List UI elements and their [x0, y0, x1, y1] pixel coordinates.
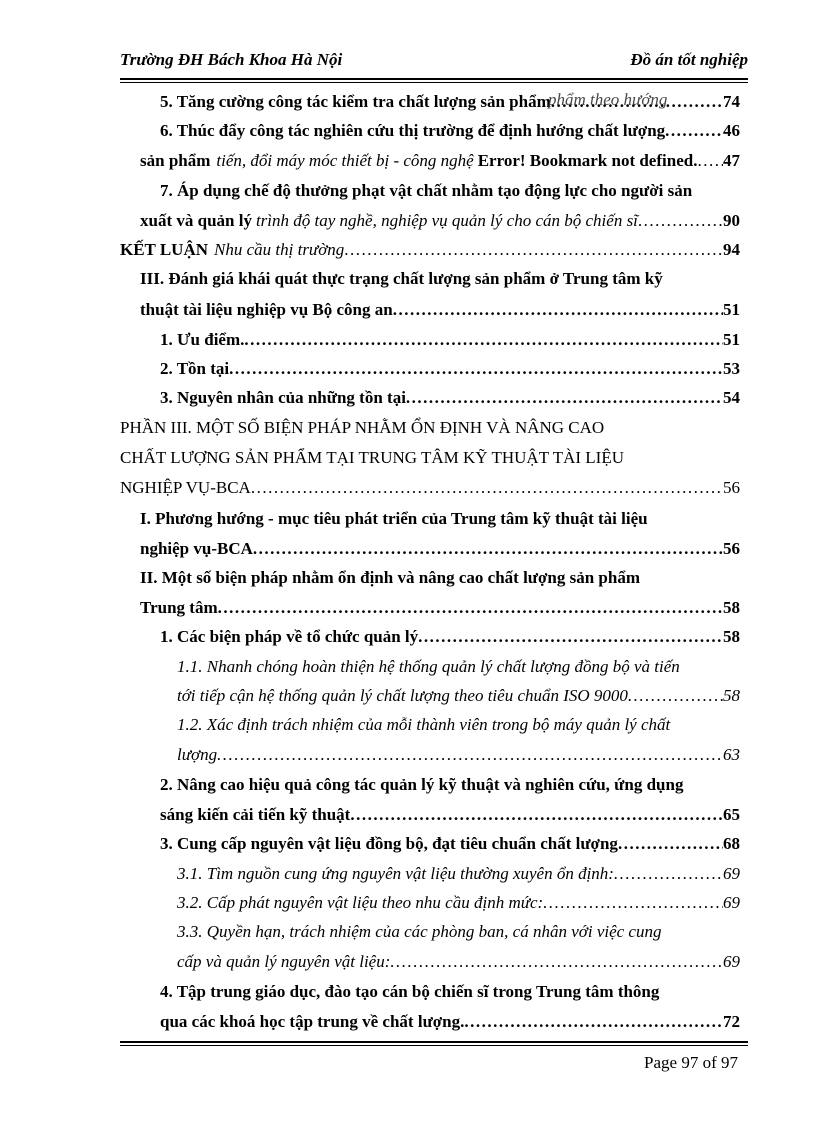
toc-entry-overlap[interactable]: 6. Thúc đẩy công tác nghiên cứu thị trường để định hướng chất lượng ..... 46: [160, 117, 740, 141]
toc-heading[interactable]: II. Một số biện pháp nhằm ổn định và nâng cao chất lượng sản phẩm: [140, 568, 641, 587]
toc-entry[interactable]: 3. Cung cấp nguyên vật liệu đồng bộ, đạt tiêu chuẩn chất lượng ..... 68: [160, 830, 740, 854]
toc-heading[interactable]: I. Phương hướng - mục tiêu phát triển của Trung tâm kỹ thuật tài liệu: [140, 509, 648, 528]
toc-entry[interactable]: 3. Nguyên nhân của những tồn tại ..... 54: [160, 384, 740, 408]
toc-entry-overlap-ghost: phẩm theo hướng: [548, 90, 668, 109]
toc-entry-overlap[interactable]: xuất và quản lý trình độ tay nghề, nghiệp vụ quản lý cho cán bộ chiến sĩ ..... 90: [140, 207, 740, 231]
toc-entry-overlap[interactable]: 7. Áp dụng chế độ thưởng phạt vật chất nhằm tạo động lực cho người sản: [160, 181, 693, 200]
toc-subentry[interactable]: 3.3. Quyền hạn, trách nhiệm của các phòng ban, cá nhân với việc cung: [177, 922, 662, 941]
header-rule-thin: [120, 82, 748, 83]
header-university: Trường ĐH Bách Khoa Hà Nội: [120, 50, 343, 69]
toc-entry[interactable]: 2. Nâng cao hiệu quả công tác quản lý kỹ thuật và nghiên cứu, ứng dụng: [160, 775, 684, 794]
toc-entry[interactable]: 4. Tập trung giáo dục, đào tạo cán bộ chiến sĩ trong Trung tâm thông: [160, 982, 660, 1001]
toc-entry[interactable]: 1. Các biện pháp về tổ chức quản lý ..... 58: [160, 623, 740, 647]
toc-heading[interactable]: III. Đánh giá khái quát thực trạng chất lượng sản phẩm ở Trung tâm kỹ: [140, 269, 663, 288]
page-number: Page 97 of 97: [644, 1053, 738, 1072]
toc-entry[interactable]: qua các khoá học tập trung về chất lượng. ..... 72: [160, 1008, 740, 1032]
toc-part-heading[interactable]: CHẤT LƯỢNG SẢN PHẨM TẠI TRUNG TÂM KỸ THUẬT TÀI LIỆU: [120, 448, 624, 467]
toc-subentry[interactable]: cấp và quản lý nguyên vật liệu: ..... 69: [177, 948, 740, 972]
toc-subentry[interactable]: lượng ..... 63: [177, 741, 740, 765]
footer-rule-thin: [120, 1045, 748, 1046]
toc-entry[interactable]: nghiệp vụ-BCA ..... 56: [140, 535, 740, 559]
page-header: [120, 50, 748, 76]
toc-entry[interactable]: sáng kiến cải tiến kỹ thuật ..... 65: [160, 801, 740, 825]
toc-entry[interactable]: thuật tài liệu nghiệp vụ Bộ công an ..... 51: [140, 296, 740, 320]
toc-entry-overlap[interactable]: 5. Tăng cường công tác kiểm tra chất lượng sản phẩm ..... 74: [160, 88, 740, 112]
header-rule: [120, 78, 748, 80]
toc-entry[interactable]: 2. Tồn tại ..... 53: [160, 355, 740, 379]
toc-entry[interactable]: NGHIỆP VỤ-BCA ..... 56: [120, 474, 740, 498]
toc-subentry[interactable]: 3.1. Tìm nguồn cung ứng nguyên vật liệu thường xuyên ổn định: ..... 69: [177, 860, 740, 884]
footer-rule: [120, 1041, 748, 1043]
toc-entry-overlap[interactable]: KẾT LUẬN Nhu cầu thị trường ..... 94: [120, 236, 740, 260]
toc-entry[interactable]: Trung tâm ..... 58: [140, 594, 740, 618]
toc-subentry[interactable]: 1.2. Xác định trách nhiệm của mỗi thành viên trong bộ máy quản lý chất: [177, 715, 671, 734]
toc-subentry[interactable]: tới tiếp cận hệ thống quản lý chất lượng theo tiêu chuẩn ISO 9000 ..... 58: [177, 682, 740, 706]
toc-part-heading[interactable]: PHẦN III. MỘT SỐ BIỆN PHÁP NHẰM ỔN ĐỊNH VÀ NÂNG CAO: [120, 418, 605, 437]
toc-entry-overlap[interactable]: sản phẩm tiến, đổi máy móc thiết bị - công nghệ Error! Bookmark not defined. ..... 47: [140, 147, 740, 171]
toc-entry[interactable]: 1. Ưu điểm. ..... 51: [160, 326, 740, 350]
header-doc-type: Đồ án tốt nghiệp: [630, 50, 748, 69]
toc-subentry[interactable]: 3.2. Cấp phát nguyên vật liệu theo nhu cầu định mức: ..... 69: [177, 889, 740, 913]
toc-subentry[interactable]: 1.1. Nhanh chóng hoàn thiện hệ thống quản lý chất lượng đồng bộ và tiến: [177, 657, 680, 676]
